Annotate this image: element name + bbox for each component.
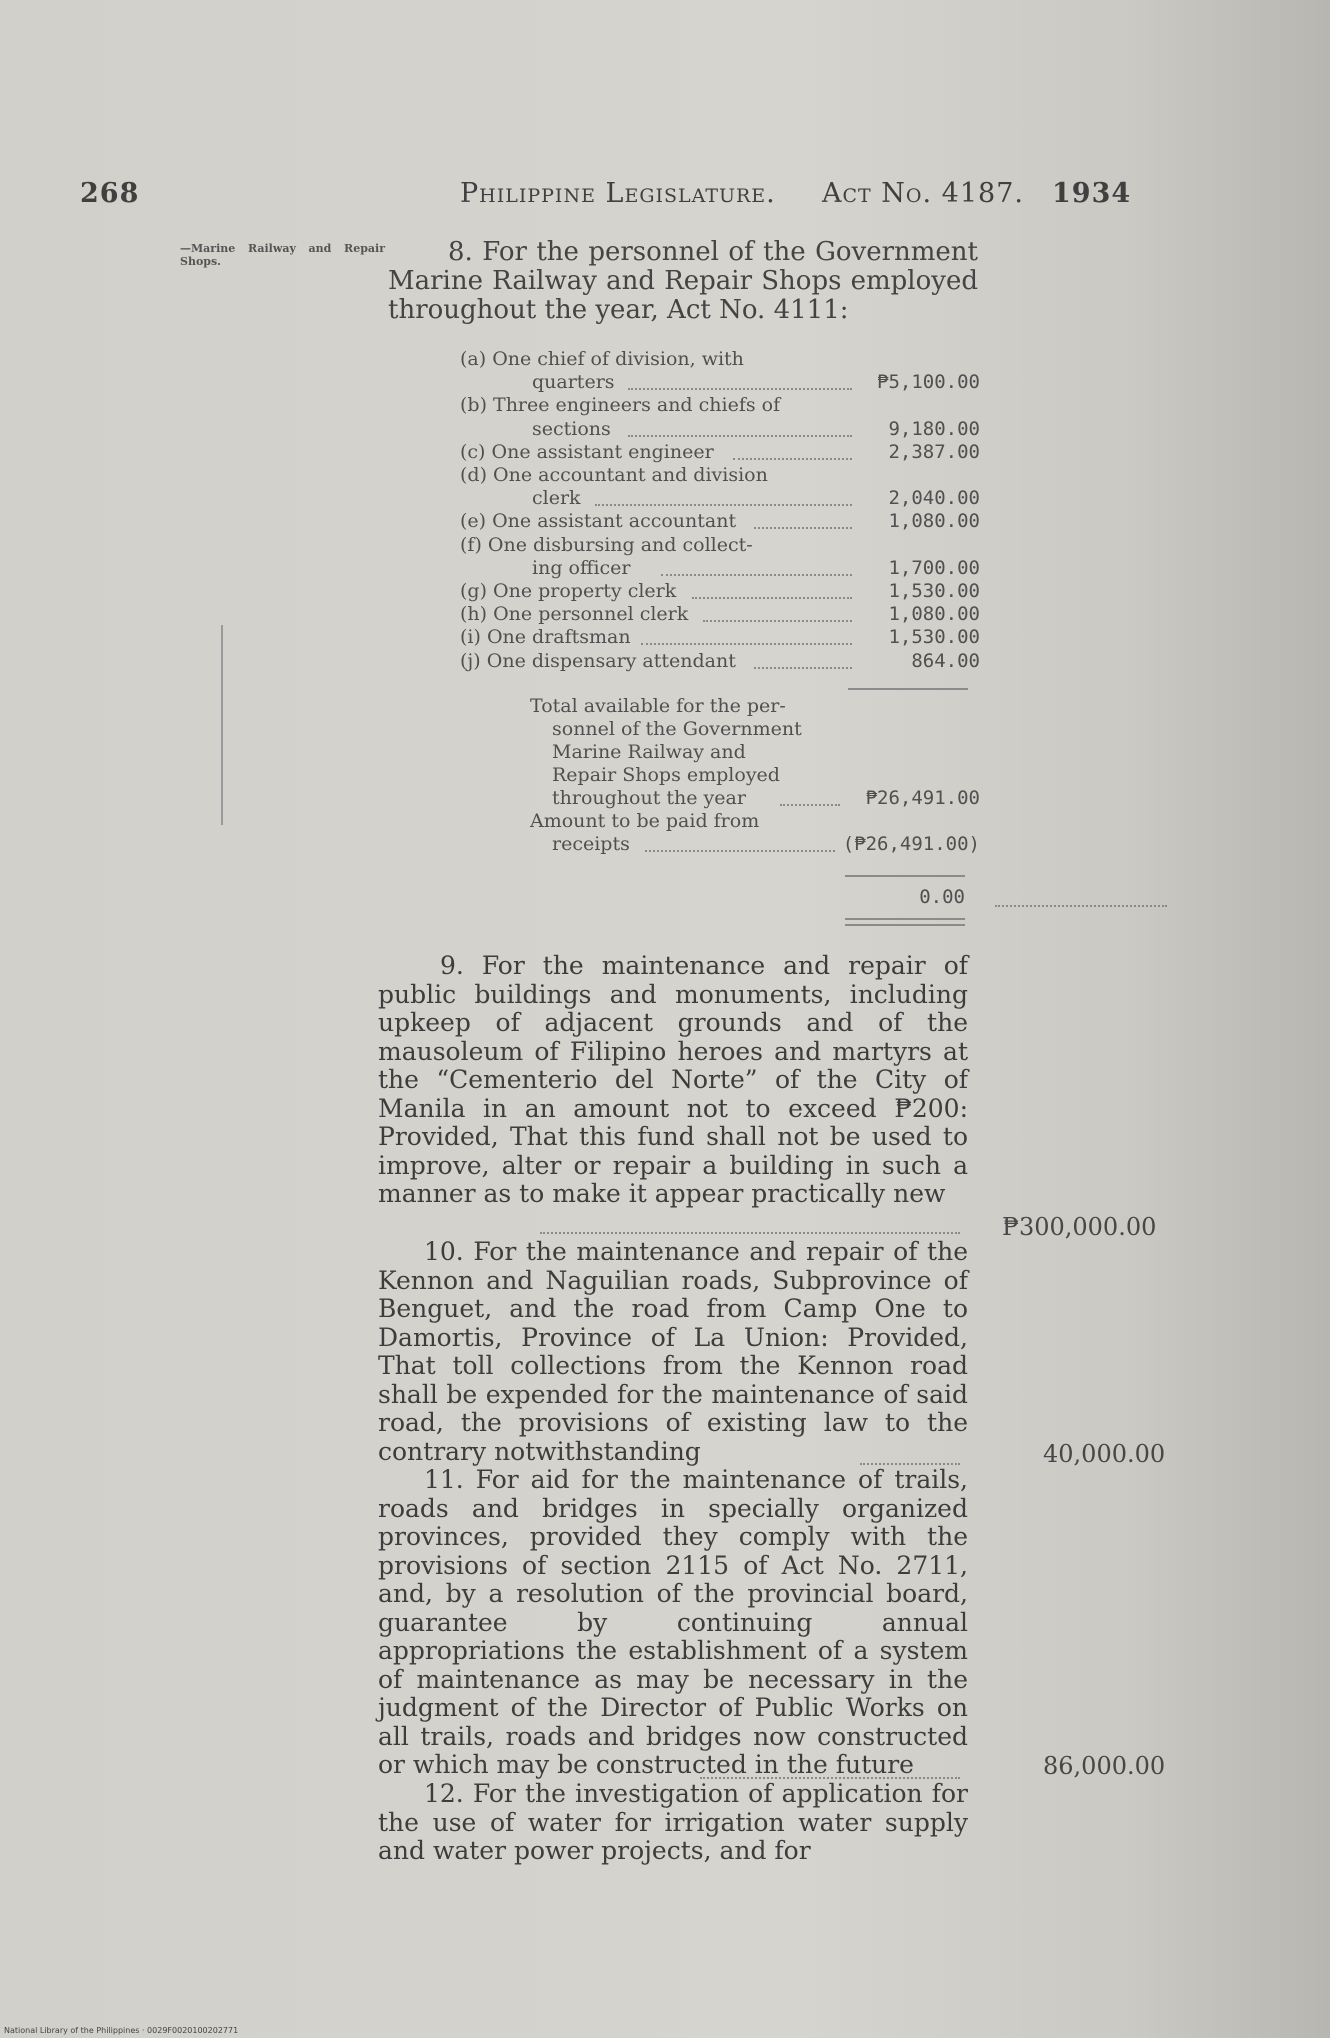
section-12-text bbox=[378, 1780, 968, 1866]
section-9-amount: ₱300,000.00 bbox=[1002, 1213, 1157, 1241]
receipts-leader-dots bbox=[645, 850, 835, 852]
section-11-body: 11. For aid for the maintenance of trails, roads and bridges in specially organized provinces, provided they comply with the provisions of section 2115 of Act No. 2711, and, by a resolution of the provincial board, guarantee by continuing annual appropriations the establishment of a system of maintenance as may be necessary in the judgment of the Director of Public Works on all trails, roads and bridges now constructed or which may be constructed in the future bbox=[378, 1465, 968, 1779]
leader-dots bbox=[703, 620, 852, 622]
total-amount: ₱26,491.00 bbox=[865, 787, 980, 809]
page-number: 268 bbox=[80, 178, 140, 209]
item-label-continued: quarters bbox=[532, 371, 615, 394]
section-10-body: 10. For the maintenance and repair of the Kennon and Naguilian roads, Subprovince of Benguet, and the road from Camp One to Damortis, Province of La Union: Provided, That toll collections from the Kennon road shall be expended for the maintenance of said road, the provisions of existing law to the contrary notwithstanding bbox=[378, 1237, 968, 1466]
running-title: Philippine Legislature. bbox=[460, 178, 776, 209]
item-label: (j) One dispensary attendant bbox=[460, 649, 736, 672]
item-amount: 1,080.00 bbox=[888, 603, 980, 626]
scan-footer: National Library of the Philippines · 0029F0020100202771 bbox=[4, 2026, 239, 2035]
total-label-line: Marine Railway and bbox=[552, 741, 746, 763]
item-label-continued: sections bbox=[532, 417, 611, 440]
item-label: (c) One assistant engineer bbox=[460, 440, 714, 463]
leader-dots bbox=[595, 504, 852, 506]
receipts-label-line: receipts bbox=[552, 833, 630, 855]
total-label-line: Total available for the per- bbox=[530, 695, 786, 717]
leader-dots bbox=[641, 643, 852, 645]
item-amount: 2,040.00 bbox=[888, 487, 980, 510]
item-label: (d) One accountant and division bbox=[460, 464, 768, 486]
item-amount: 1,530.00 bbox=[888, 580, 980, 602]
leader-dots bbox=[628, 388, 852, 390]
total-label-line: sonnel of the Government bbox=[552, 718, 802, 740]
section-8-intro: 8. For the personnel of the Government Marine Railway and Repair Shops employed throughout the year, Act No. 4111: bbox=[388, 237, 978, 325]
item-label: (i) One draftsman bbox=[460, 626, 631, 649]
section-11-amount: 86,000.00 bbox=[1043, 1752, 1166, 1780]
section-9-leader bbox=[540, 1232, 960, 1234]
personnel-items-table bbox=[460, 348, 980, 678]
receipts-amount: (₱26,491.00) bbox=[842, 833, 980, 855]
item-amount: 2,387.00 bbox=[888, 440, 980, 463]
net-leader-dots bbox=[995, 905, 1167, 907]
receipts-label-line: Amount to be paid from bbox=[530, 810, 760, 832]
item-label: (e) One assistant accountant bbox=[460, 510, 737, 533]
subtotal-rule bbox=[848, 688, 968, 690]
leader-dots bbox=[692, 597, 852, 599]
leader-dots bbox=[733, 458, 852, 460]
item-label-continued: clerk bbox=[532, 487, 581, 510]
section-9-body: 9. For the maintenance and repair of public buildings and monuments, including upkeep of adjacent grounds and of the mausoleum of Filipino heroes and martyrs at the “Cementerio del Norte” of the City of Manila in an amount not to exceed ₱200: Provided, That this fund shall not be used to improve, alter or repair a building in such a manner as to make it appear practically new bbox=[378, 951, 968, 1208]
total-label-line: Repair Shops employed bbox=[552, 764, 780, 786]
net-amount: 0.00 bbox=[919, 886, 965, 908]
section-12-body: 12. For the investigation of application for the use of water for irrigation water supply and water power projects, and for bbox=[378, 1779, 968, 1865]
section-9-text bbox=[378, 952, 968, 1209]
leader-dots bbox=[661, 574, 852, 576]
double-rule-top bbox=[845, 918, 965, 920]
leader-dots bbox=[754, 667, 852, 669]
item-amount: 1,700.00 bbox=[888, 556, 980, 579]
item-amount: ₱5,100.00 bbox=[877, 371, 980, 394]
section-11-text bbox=[378, 1466, 968, 1780]
header-year: 1934 bbox=[1052, 178, 1132, 209]
leader-dots bbox=[628, 435, 852, 437]
item-amount: 1,080.00 bbox=[888, 510, 980, 533]
leader-dots bbox=[754, 527, 852, 529]
item-label: (g) One property clerk bbox=[460, 580, 677, 602]
net-rule bbox=[845, 875, 965, 877]
item-amount: 864.00 bbox=[911, 649, 980, 672]
item-label-continued: ing officer bbox=[532, 556, 631, 579]
margin-line bbox=[221, 625, 223, 825]
item-label: (b) Three engineers and chiefs of bbox=[460, 394, 781, 417]
item-label: (a) One chief of division, with bbox=[460, 348, 744, 370]
item-amount: 1,530.00 bbox=[888, 626, 980, 649]
section-10-amount: 40,000.00 bbox=[1043, 1440, 1166, 1468]
act-number: Act No. 4187. bbox=[822, 178, 1024, 209]
section-10-text bbox=[378, 1238, 968, 1466]
double-rule-bottom bbox=[845, 924, 965, 926]
margin-note: —Marine Railway and Repair Shops. bbox=[180, 242, 385, 268]
item-amount: 9,180.00 bbox=[888, 417, 980, 440]
item-label: (h) One personnel clerk bbox=[460, 603, 689, 626]
total-leader-dots bbox=[780, 804, 840, 806]
item-label: (f) One disbursing and collect- bbox=[460, 533, 753, 556]
total-block bbox=[530, 695, 980, 865]
total-label-line: throughout the year bbox=[552, 787, 746, 809]
